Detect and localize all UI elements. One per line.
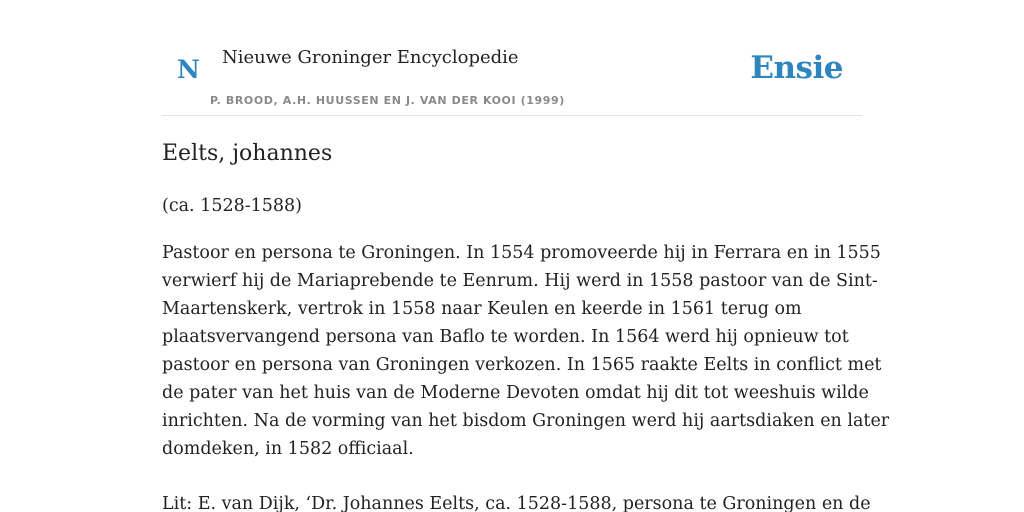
entry-title: Eelts, johannes	[162, 141, 333, 166]
entry-content	[162, 138, 890, 512]
body-line: domdeken, in 1582 officiaal.	[162, 439, 414, 459]
book-title-link[interactable]: Nieuwe Groninger Encyclopedie	[222, 47, 519, 68]
book-authors: P. BROOD, A.H. HUUSSEN EN J. VAN DER KOOI (1999)	[210, 94, 565, 107]
ensie-logo[interactable]: Ensie	[750, 50, 843, 86]
entry-body	[162, 239, 890, 463]
body-line: verwierf hij de Mariaprebende te Eenrum. Hij werd in 1558 pastoor van de Sint-	[162, 271, 878, 291]
body-line: Maartenskerk, vertrok in 1558 naar Keulen en keerde in 1561 terug om	[162, 299, 802, 319]
entry-dates: (ca. 1528-1588)	[162, 196, 302, 216]
body-line: pastoor en persona van Groningen verkozen. In 1565 raakte Eelts in conflict met	[162, 355, 882, 375]
header	[162, 40, 862, 116]
encyclopedia-logo-icon[interactable]: N	[177, 55, 200, 84]
body-line: de pater van het huis van de Moderne Devoten omdat hij dit tot weeshuis wilde	[162, 383, 869, 403]
body-line: inrichten. Na de vorming van het bisdom Groningen werd hij aartsdiaken en later	[162, 411, 890, 431]
body-line: plaatsvervangend persona van Baflo te worden. In 1564 werd hij opnieuw tot	[162, 327, 849, 347]
body-line: Pastoor en persona te Groningen. In 1554 promoveerde hij in Ferrara en in 1555	[162, 243, 881, 263]
literature-reference: Lit: E. van Dijk, ‘Dr. Johannes Eelts, ca. 1528-1588, persona te Groningen en de	[162, 494, 871, 512]
